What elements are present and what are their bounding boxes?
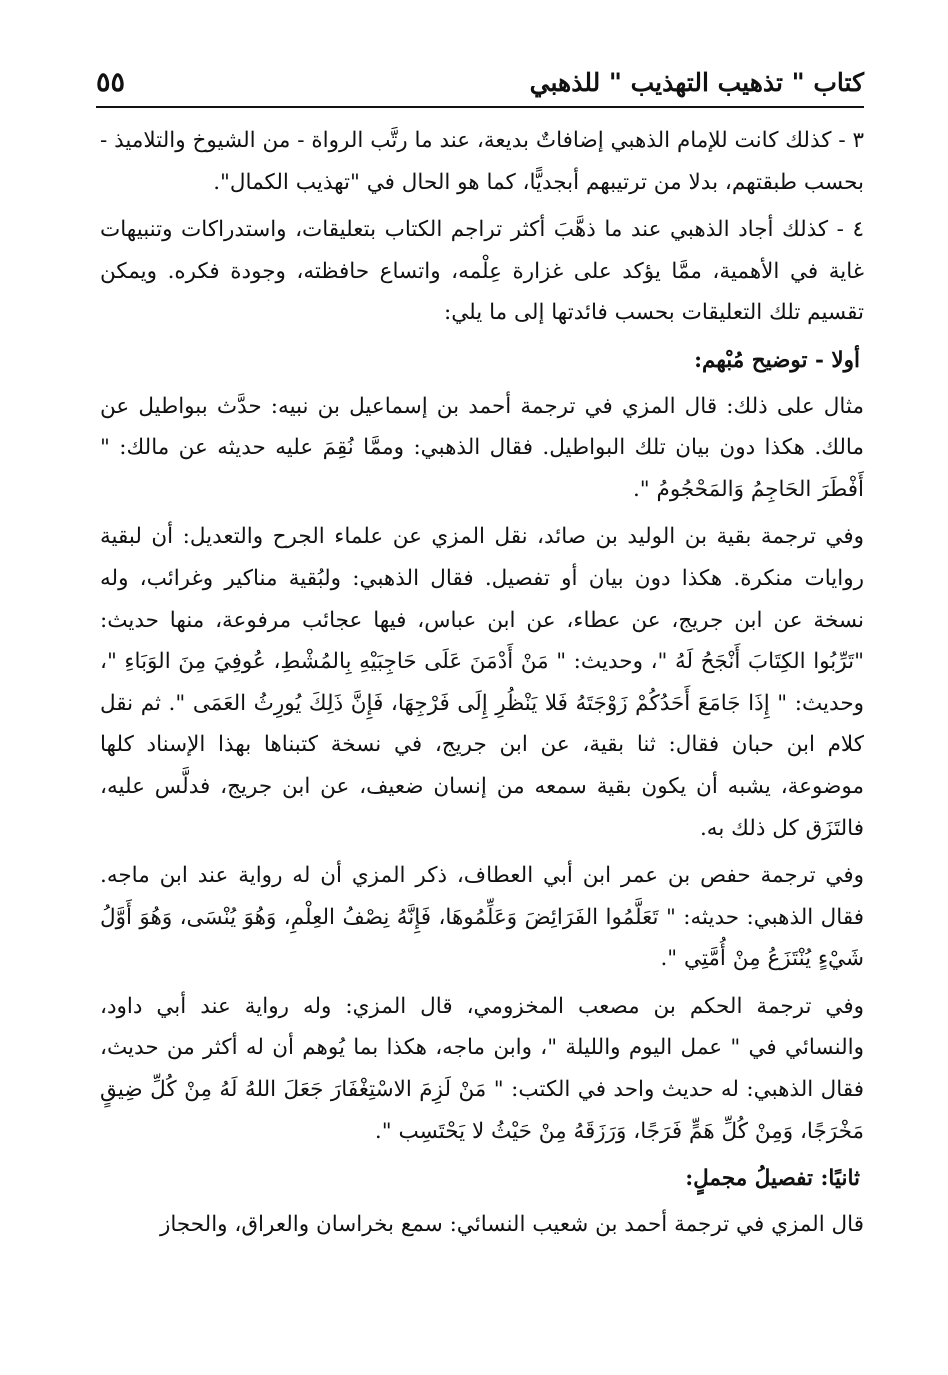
paragraph-hafs: وفي ترجمة حفص بن عمر ابن أبي العطاف، ذكر المزي أن له رواية عند ابن ماجه. فقال الذهبي: حديثه: " تَعَلَّمُوا الفَرَائِضَ وَعَلِّمُوهَا، فَإِنَّهُ نِصْفُ العِلْمِ، وَهُوَ يُنْسَى، وَهُوَ أَوَّلُ شَيْءٍ يُنْتَزَعُ مِنْ أُمَّتِي ". [100, 863, 864, 972]
page-header [96, 62, 864, 102]
paragraph-hakam: وفي ترجمة الحكم بن مصعب المخزومي، قال المزي: وله رواية عند أبي داود، والنسائي في " عمل اليوم والليلة "، وابن ماجه، هكذا بما يُوهم أن له أكثر من حديث، فقال الذهبي: له حديث واحد في الكتب: " مَنْ لَزِمَ الاسْتِغْفَارَ جَعَلَ اللهُ لَهُ مِنْ كُلِّ ضِيقٍ مَخْرَجًا، وَمِنْ كُلِّ هَمٍّ فَرَجًا، وَرَزَقَهُ مِنْ حَيْثُ لا يَحْتَسِب ". [100, 993, 864, 1144]
paragraph-point-3: ٣ - كذلك كانت للإمام الذهبي إضافاتٌ بديعة، عند ما رتَّب الرواة - من الشيوخ والتلاميذ - بحسب طبقتهم، بدلا من ترتيبهم أبجديًّا، كما هو الحال في "تهذيب الكمال". [100, 128, 864, 195]
paragraph-baqiyya: وفي ترجمة بقية بن الوليد بن صائد، نقل المزي عن علماء الجرح والتعديل: أن لبقية روايات منكرة. هكذا دون بيان أو تفصيل. فقال الذهبي: ولبُقية مناكير وغرائب، وله نسخة عن ابن جريج، عن عطاء، عن ابن عباس، فيها عجائب مرفوعة، منها حديث: "تَرِّبُوا الكِتَابَ أَنْجَحُ لَهُ "، وحديث: " مَنْ أَدْمَنَ عَلَى حَاجِبَيْهِ بِالمُشْطِ، عُوفِيَ مِنَ الوَبَاءِ "، وحديث: " إِذَا جَامَعَ أَحَدُكُمْ زَوْجَتَهُ فَلا يَنْظُرِ إِلَى فَرْجِهَا، فَإِنَّ ذَلِكَ يُورِثُ العَمَى ". ثم نقل كلام ابن حبان فقال: ثنا بقية، عن ابن جريج، في نسخة كتبناها بهذا الإسناد كلها موضوعة، يشبه أن يكون بقية سمعه من إنسان ضعيف، عن ابن جريج، فدلَّس عليه، فالتَزَق كل ذلك به. [100, 524, 864, 841]
paragraph-example-ahmad: مثال على ذلك: قال المزي في ترجمة أحمد بن إسماعيل بن نبيه: حدَّث ببواطيل عن مالك. هكذا دون بيان تلك البواطيل. فقال الذهبي: وممَّا نُقِمَ عليه حديثه عن مالك: " أَفْطَرَ الحَاجِمُ وَالمَحْجُومُ ". [100, 393, 864, 502]
running-title: كتاب " تذهيب التهذيب " للذهبي [529, 67, 864, 97]
page-body [100, 120, 864, 1251]
paragraph-point-4: ٤ - كذلك أجاد الذهبي عند ما ذهَّبَ أكثر تراجم الكتاب بتعليقات، واستدراكات وتنبيهات غاية في الأهمية، ممَّا يؤكد على غزارة عِلْمه، واتساع حافظته، وجودة فكره. ويمكن تقسيم تلك التعليقات بحسب فائدتها إلى ما يلي: [100, 217, 864, 326]
page-number: ٥٥ [96, 66, 126, 98]
header-divider [96, 106, 864, 108]
paragraph-nasai: قال المزي في ترجمة أحمد بن شعيب النسائي: سمع بخراسان والعراق، والحجاز [159, 1211, 864, 1237]
section-heading-second: ثانيًا: تفصيلُ مجملٍ: [685, 1166, 860, 1192]
section-heading-first: أولا - توضيح مُبْهم: [694, 347, 860, 373]
